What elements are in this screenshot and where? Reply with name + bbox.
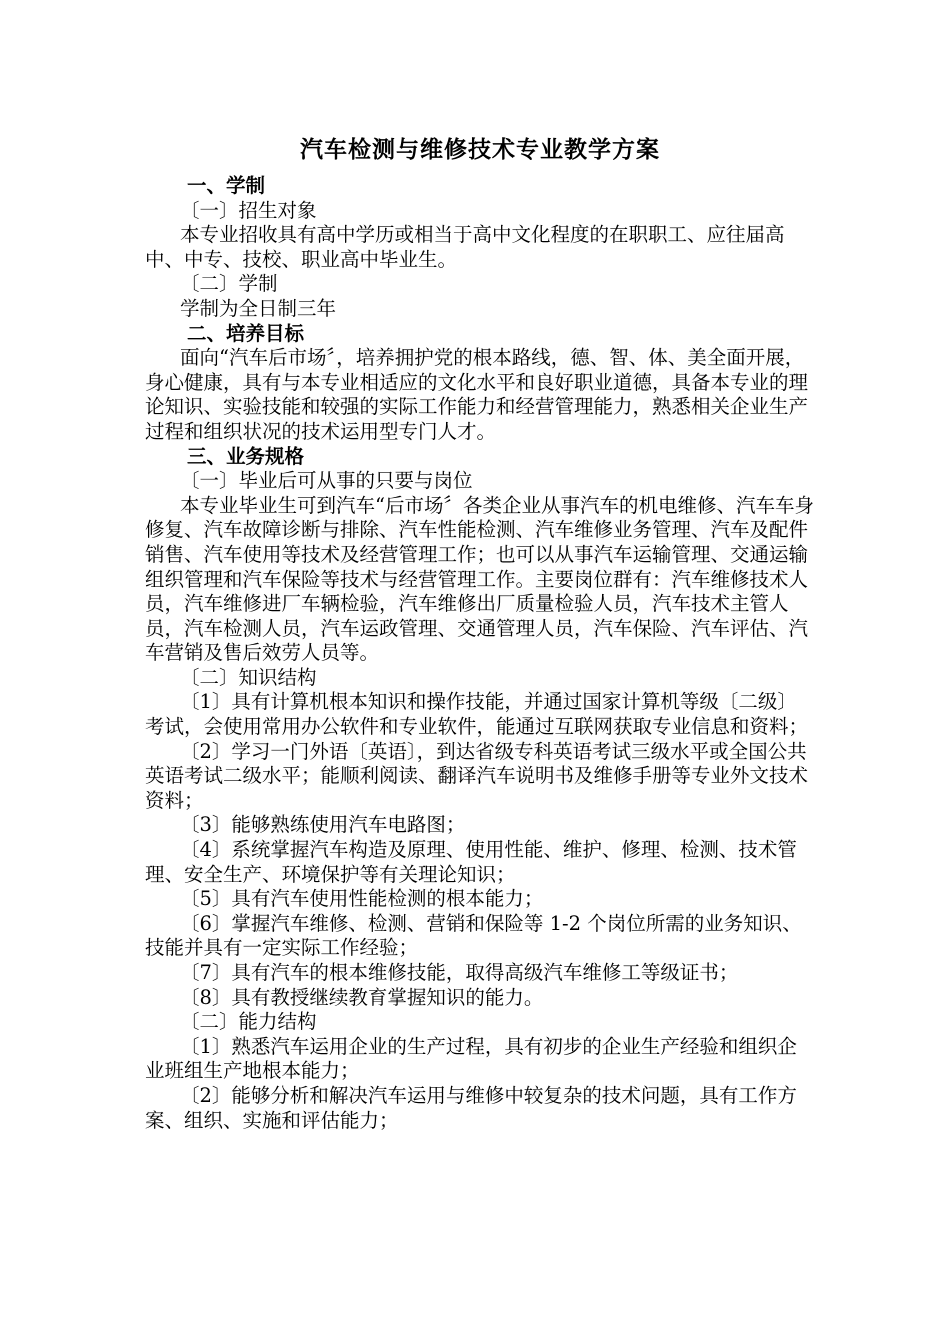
list-item-knowledge-3: 〔3〕能够熟练使用汽车电路图； — [180, 813, 466, 837]
section-heading-business-specs: 三、业务规格 — [187, 444, 305, 468]
subheading-ability-structure: 〔二〕能力结构 — [180, 1010, 317, 1034]
list-item-knowledge-8: 〔8〕具有教授继续教育掌握知识的能力。 — [180, 985, 544, 1009]
paragraph-enrollment: 本专业招收具有高中学历或相当于高中文化程度的在职职工、应往届高中、中专、技校、职业高中毕业生。 — [145, 223, 785, 271]
list-item-knowledge-1: 〔1〕具有计算机根本知识和操作技能，并通过国家计算机等级〔二级〕考试，会使用常用办公软件和专业软件，能通过互联网获取专业信息和资料； — [145, 690, 809, 739]
list-item-ability-2: 〔2〕能够分析和解决汽车运用与维修中较复杂的技术问题，具有工作方案、组织、实施和评估能力； — [145, 1083, 797, 1132]
subheading-knowledge-structure: 〔二〕知识结构 — [180, 665, 317, 689]
paragraph-schooling-length: 学制为全日制三年 — [180, 296, 337, 320]
paragraph-career-positions: 本专业毕业生可到汽车“后市场〞各类企业从事汽车的机电维修、汽车车身修复、汽车故障诊断与排除、汽车性能检测、汽车维修业务管理、汽车及配件销售、汽车使用等技术及经营管理工作；也可以从事汽车运输管理、交通运输组织管理和汽车保险等技术与经营管理工作。主要岗位群有：汽车维修技术人员，汽车维修进厂车辆检验，汽车维修出厂质量检验人员，汽车技术主管人员，汽车检测人员，汽车运政管理、交通管理人员，汽车保险、汽车评估、汽车营销及售后效劳人员等。 — [145, 493, 814, 665]
paragraph-training-goals: 面向“汽车后市场〞，培养拥护党的根本路线，德、智、体、美全面开展，身心健康，具有与本专业相适应的文化水平和良好职业道德，具备本专业的理论知识、实验技能和较强的实际工作能力和经营管理能力，熟悉相关企业生产过程和组织状况的技术运用型专门人才。 — [145, 346, 809, 443]
document-title: 汽车检测与维修技术专业教学方案 — [300, 137, 660, 163]
list-item-knowledge-6: 〔6〕掌握汽车维修、检测、营销和保险等 1-2 个岗位所需的业务知识、技能并具有一定实际工作经验； — [145, 911, 802, 960]
list-item-knowledge-2: 〔2〕学习一门外语〔英语〕，到达省级专科英语考试三级水平或全国公共英语考试二级水平；能顺利阅读、翻译汽车说明书及维修手册等专业外文技术资料； — [145, 739, 809, 812]
subheading-schooling-length: 〔二〕学制 — [180, 272, 278, 296]
list-item-knowledge-7: 〔7〕具有汽车的根本维修技能，取得高级汽车维修工等级证书； — [180, 961, 739, 984]
subheading-enrollment-target: 〔一〕招生对象 — [180, 198, 317, 222]
document-body — [145, 174, 815, 1133]
document-page — [145, 130, 815, 1133]
section-heading-training-goals: 二、培养目标 — [187, 321, 305, 345]
section-heading-schooling: 一、学制 — [187, 174, 266, 197]
list-item-knowledge-4: 〔4〕系统掌握汽车构造及原理、使用性能、维护、修理、检测、技术管理、安全生产、环境保护等有关理论知识； — [145, 838, 797, 886]
subheading-career-positions: 〔一〕毕业后可从事的只要与岗位 — [180, 469, 473, 493]
list-item-ability-1: 〔1〕熟悉汽车运用企业的生产过程，具有初步的企业生产经验和组织企业班组生产地根本能力； — [145, 1034, 797, 1083]
list-item-knowledge-5: 〔5〕具有汽车使用性能检测的根本能力； — [180, 887, 544, 911]
